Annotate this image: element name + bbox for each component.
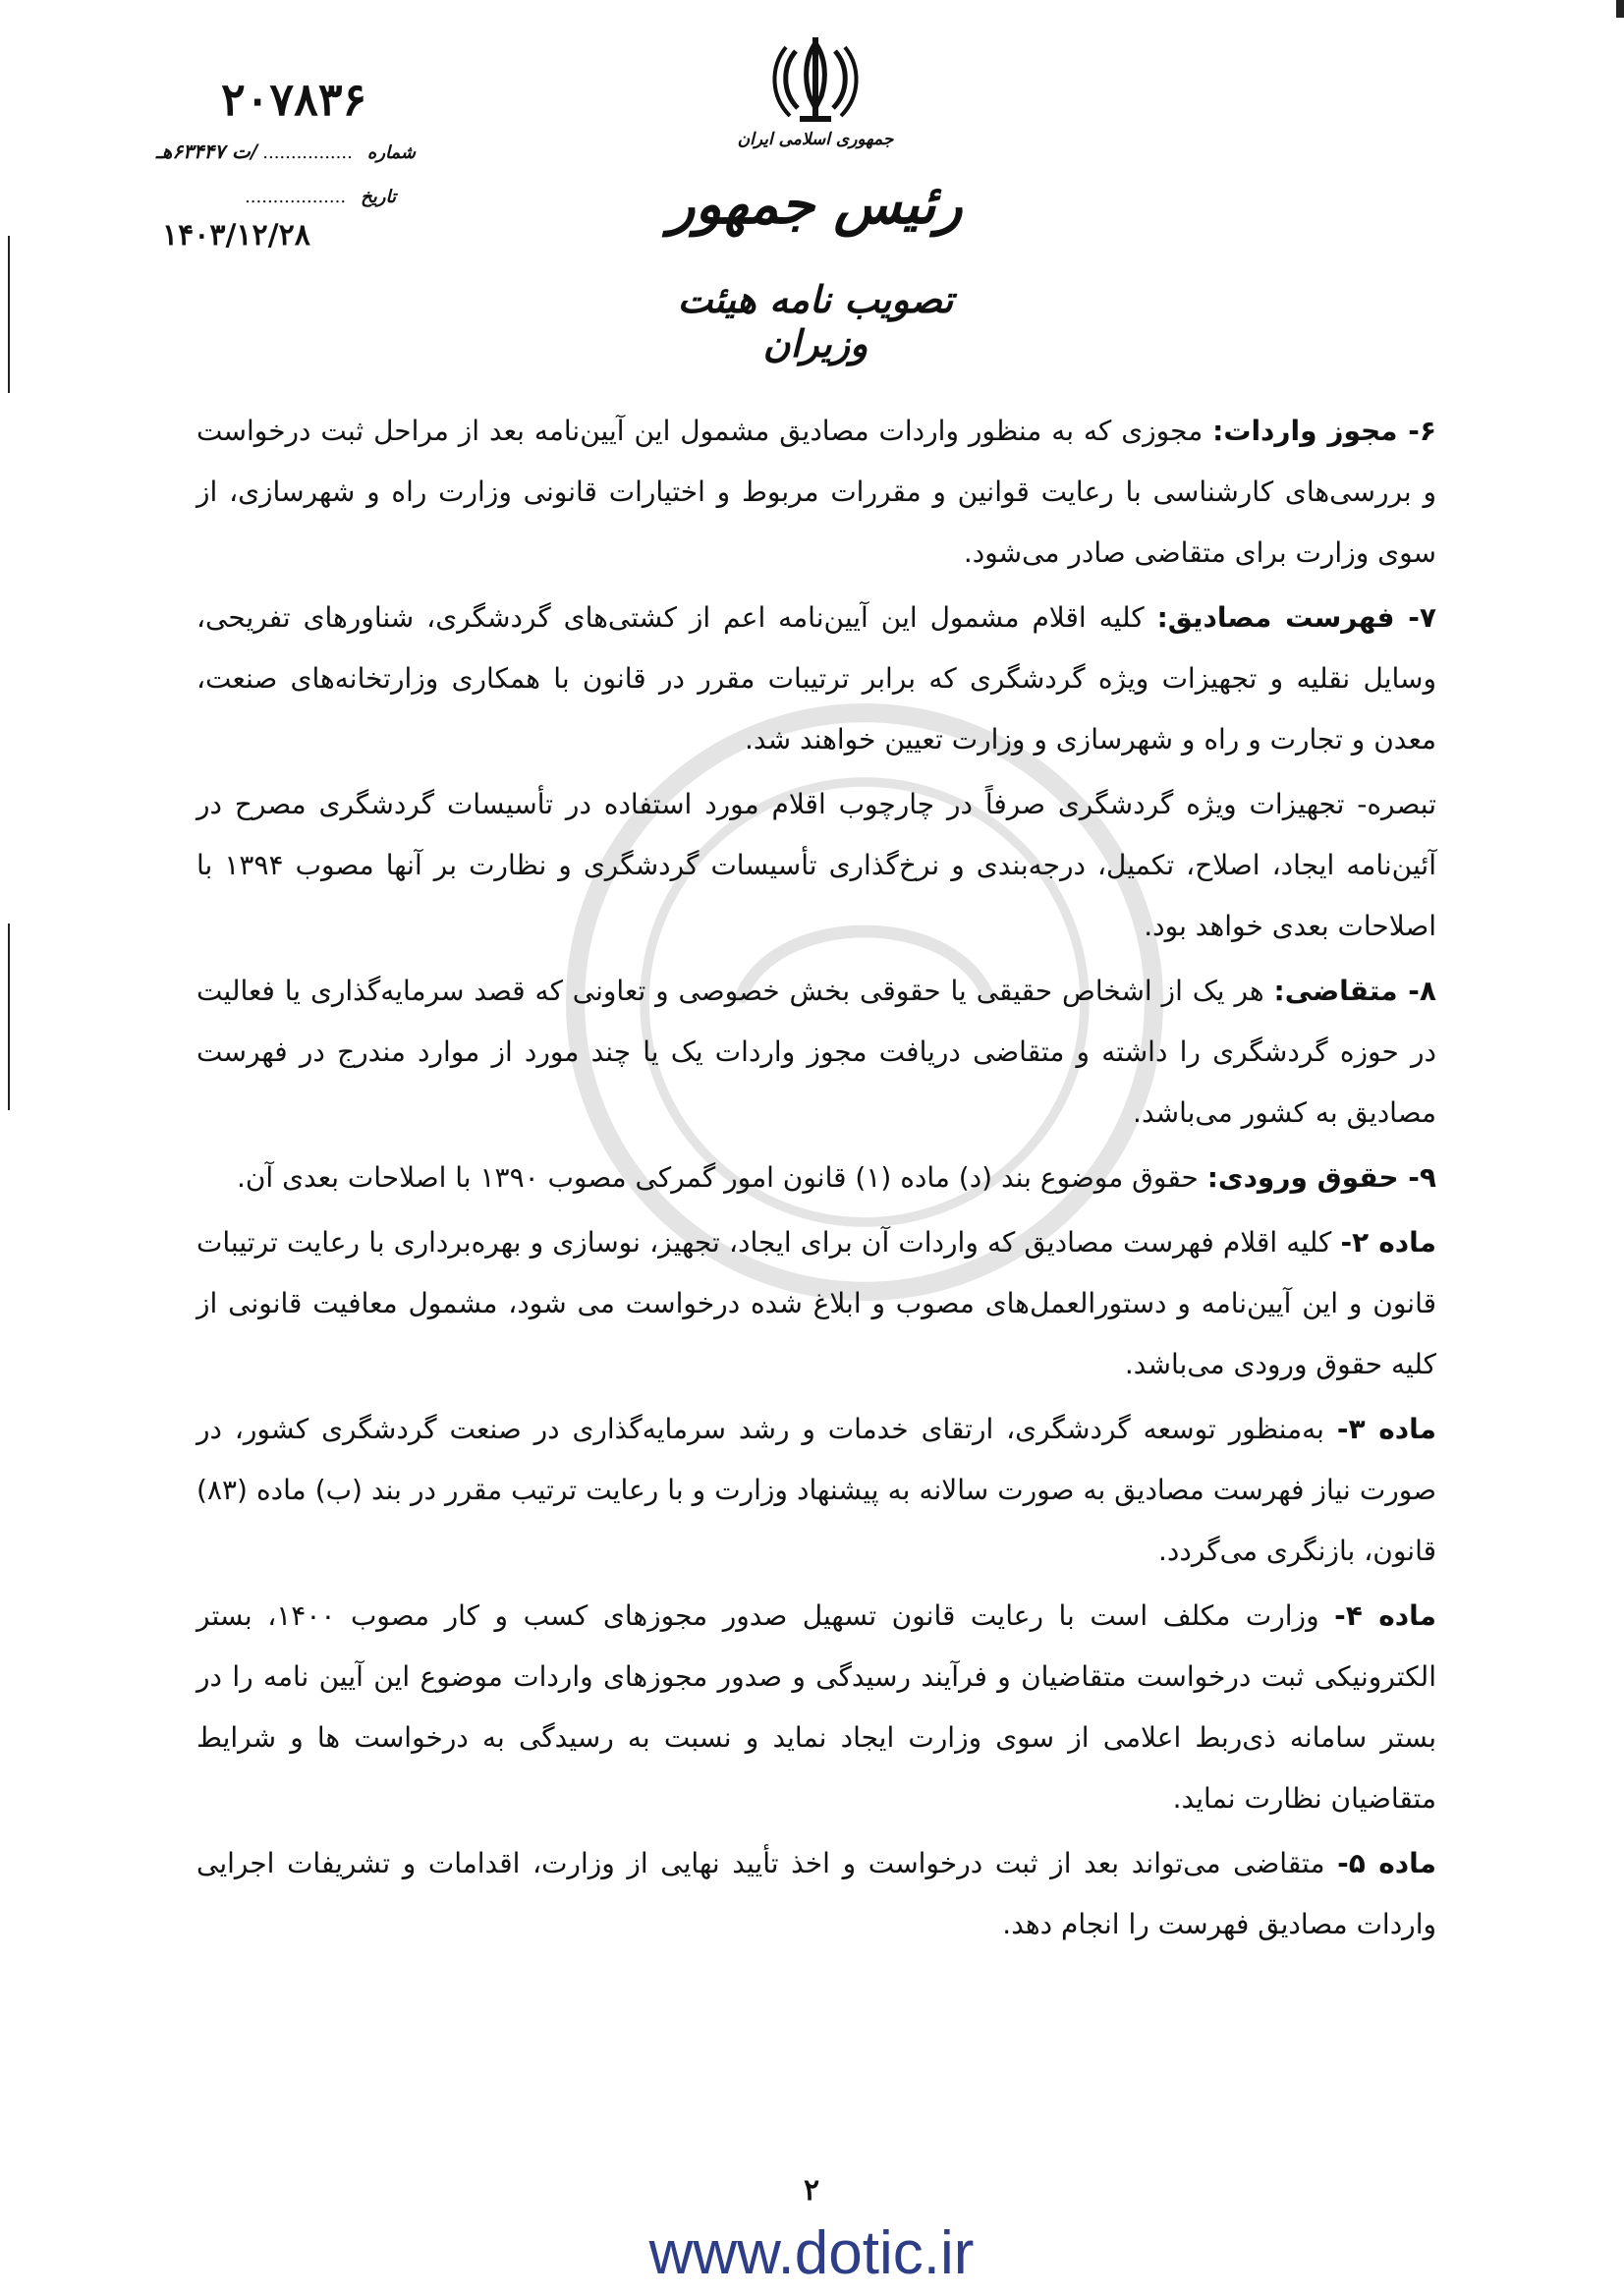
paragraph-text: تبصره- تجهیزات ویژه گردشگری صرفاً در چارچوب اقلام مورد استفاده در تأسیسات گردشگری مصرح در آئین‌نامه ایجاد، اصلاح، تکمیل، درجه‌بندی و نرخ‌گذاری تأسیسات گردشگری و نظارت بر آنها مصوب ۱۳۹۴ با اصلاحات بعدی خواهد بود.	[196, 788, 1436, 942]
reference-date-value: ۱۴۰۳/۱۲/۲۸	[162, 218, 310, 252]
paragraph-heading: ۶- مجوز واردات:	[1212, 415, 1436, 447]
paragraph-import-duties	[196, 1148, 1436, 1208]
paragraph-note	[196, 774, 1436, 957]
decree-body	[196, 401, 1436, 1959]
paragraph-article-2	[196, 1212, 1436, 1395]
number-value: /ت ۶۳۴۴۷هـ	[155, 140, 258, 163]
paragraph-text: حقوق موضوع بند (د) ماده (۱) قانون امور گمرکی مصوب ۱۳۹۰ با اصلاحات بعدی آن.	[236, 1161, 1207, 1194]
paragraph-heading: ۸- متقاضی:	[1273, 975, 1436, 1007]
paragraph-text: مجوزی که به منظور واردات مصادیق مشمول این آیین‌نامه بعد از مراحل ثبت درخواست و بررسی‌های کارشناسی با رعایت قوانین و مقررات مربوط و اختیارات قانونی وزارت راه و شهرسازی، از سوی وزارت برای متقاضی صادر می‌شود.	[196, 415, 1436, 569]
paragraph-text: وزارت مکلف است با رعایت قانون تسهیل صدور مجوزهای کسب و کار مصوب ۱۴۰۰، بستر الکترونیکی ثبت درخواست متقاضیان و فرآیند رسیدگی و صدور مجوزهای واردات موضوع این آیین نامه را در بستر سامانه ذی‌ربط اعلامی از سوی وزارت ایجاد نماید و نسبت به رسیدگی به درخواست ها و شرایط متقاضیان نظارت نماید.	[196, 1599, 1436, 1815]
paragraph-heading: ماده ۵-	[1337, 1847, 1436, 1879]
paragraph-heading: ۹- حقوق ورودی:	[1206, 1161, 1436, 1194]
date-dots: ..................	[245, 187, 347, 207]
reference-number-row	[156, 140, 416, 163]
number-dots: ................	[262, 142, 353, 163]
paragraph-text: هر یک از اشخاص حقیقی یا حقوقی بخش خصوصی و تعاونی که قصد سرمایه‌گذاری یا فعالیت در حوزه گردشگری را داشته و متقاضی دریافت مجوز واردات یک یا چند مورد از موارد مندرج در فهرست مصادیق به کشور می‌باشد.	[196, 975, 1436, 1129]
reference-date-row	[245, 187, 396, 207]
cabinet-approval-title: تصویب نامه هیئت وزیران	[677, 277, 954, 365]
page-number: ۲	[803, 2173, 820, 2208]
paragraph-article-3	[196, 1399, 1436, 1582]
paragraph-list-of-items	[196, 588, 1436, 770]
emblem-of-iran-icon	[766, 37, 865, 126]
scan-edge-mark	[1616, 0, 1624, 18]
president-title: رئیس جمهور	[668, 172, 963, 237]
paragraph-article-4	[196, 1586, 1436, 1829]
paragraph-text: کلیه اقلام مشمول این آیین‌نامه اعم از کشتی‌های گردشگری، شناورهای تفریحی، وسایل نقلیه و تجهیزات ویژه گردشگری که برابر ترتیبات مقرر در قانون با همکاری وزارتخانه‌های صنعت، معدن و تجارت و راه و شهرسازی و وزارت تعیین خواهند شد.	[196, 601, 1436, 756]
paragraph-heading: ماده ۲-	[1340, 1226, 1437, 1259]
paragraph-text: به‌منظور توسعه گردشگری، ارتقای خدمات و رشد سرمایه‌گذاری در صنعت گردشگری کشور، در صورت نیاز فهرست مصادیق به صورت سالانه به پیشنهاد وزارت و با رعایت ترتیب مقرر در بند (ب) ماده (۸۳) قانون، بازنگری می‌گردد.	[196, 1413, 1436, 1567]
footer-url-link[interactable]: www.dotic.ir	[648, 2219, 975, 2287]
number-label: شماره	[366, 142, 416, 163]
paragraph-text: کلیه اقلام فهرست مصادیق که واردات آن برای ایجاد، تجهیز، نوسازی و بهره‌برداری با رعایت ترتیبات قانون و این آیین‌نامه و دستورالعمل‌های مصوب و ابلاغ شده درخواست می شود، مشمول معافیت قانونی از کلیه حقوق ورودی می‌باشد.	[196, 1226, 1436, 1380]
scan-margin-line-top	[8, 236, 10, 393]
paragraph-article-5	[196, 1833, 1436, 1955]
scan-margin-line-bottom	[8, 924, 10, 1110]
date-label: تاریخ	[361, 187, 396, 207]
paragraph-text: متقاضی می‌تواند بعد از ثبت درخواست و اخذ تأیید نهایی از وزارت، اقدامات و تشریفات اجرایی واردات مصادیق فهرست را انجام دهد.	[196, 1847, 1436, 1940]
paragraph-heading: ۷- فهرست مصادیق:	[1156, 601, 1436, 634]
paragraph-heading: ماده ۳-	[1336, 1413, 1437, 1445]
paragraph-applicant	[196, 961, 1436, 1144]
republic-title: جمهوری اسلامی ایران	[737, 130, 894, 149]
reference-number-stamp: ۲۰۷۸۳۶	[221, 73, 367, 126]
paragraph-heading: ماده ۴-	[1334, 1599, 1437, 1632]
paragraph-import-license	[196, 401, 1436, 584]
